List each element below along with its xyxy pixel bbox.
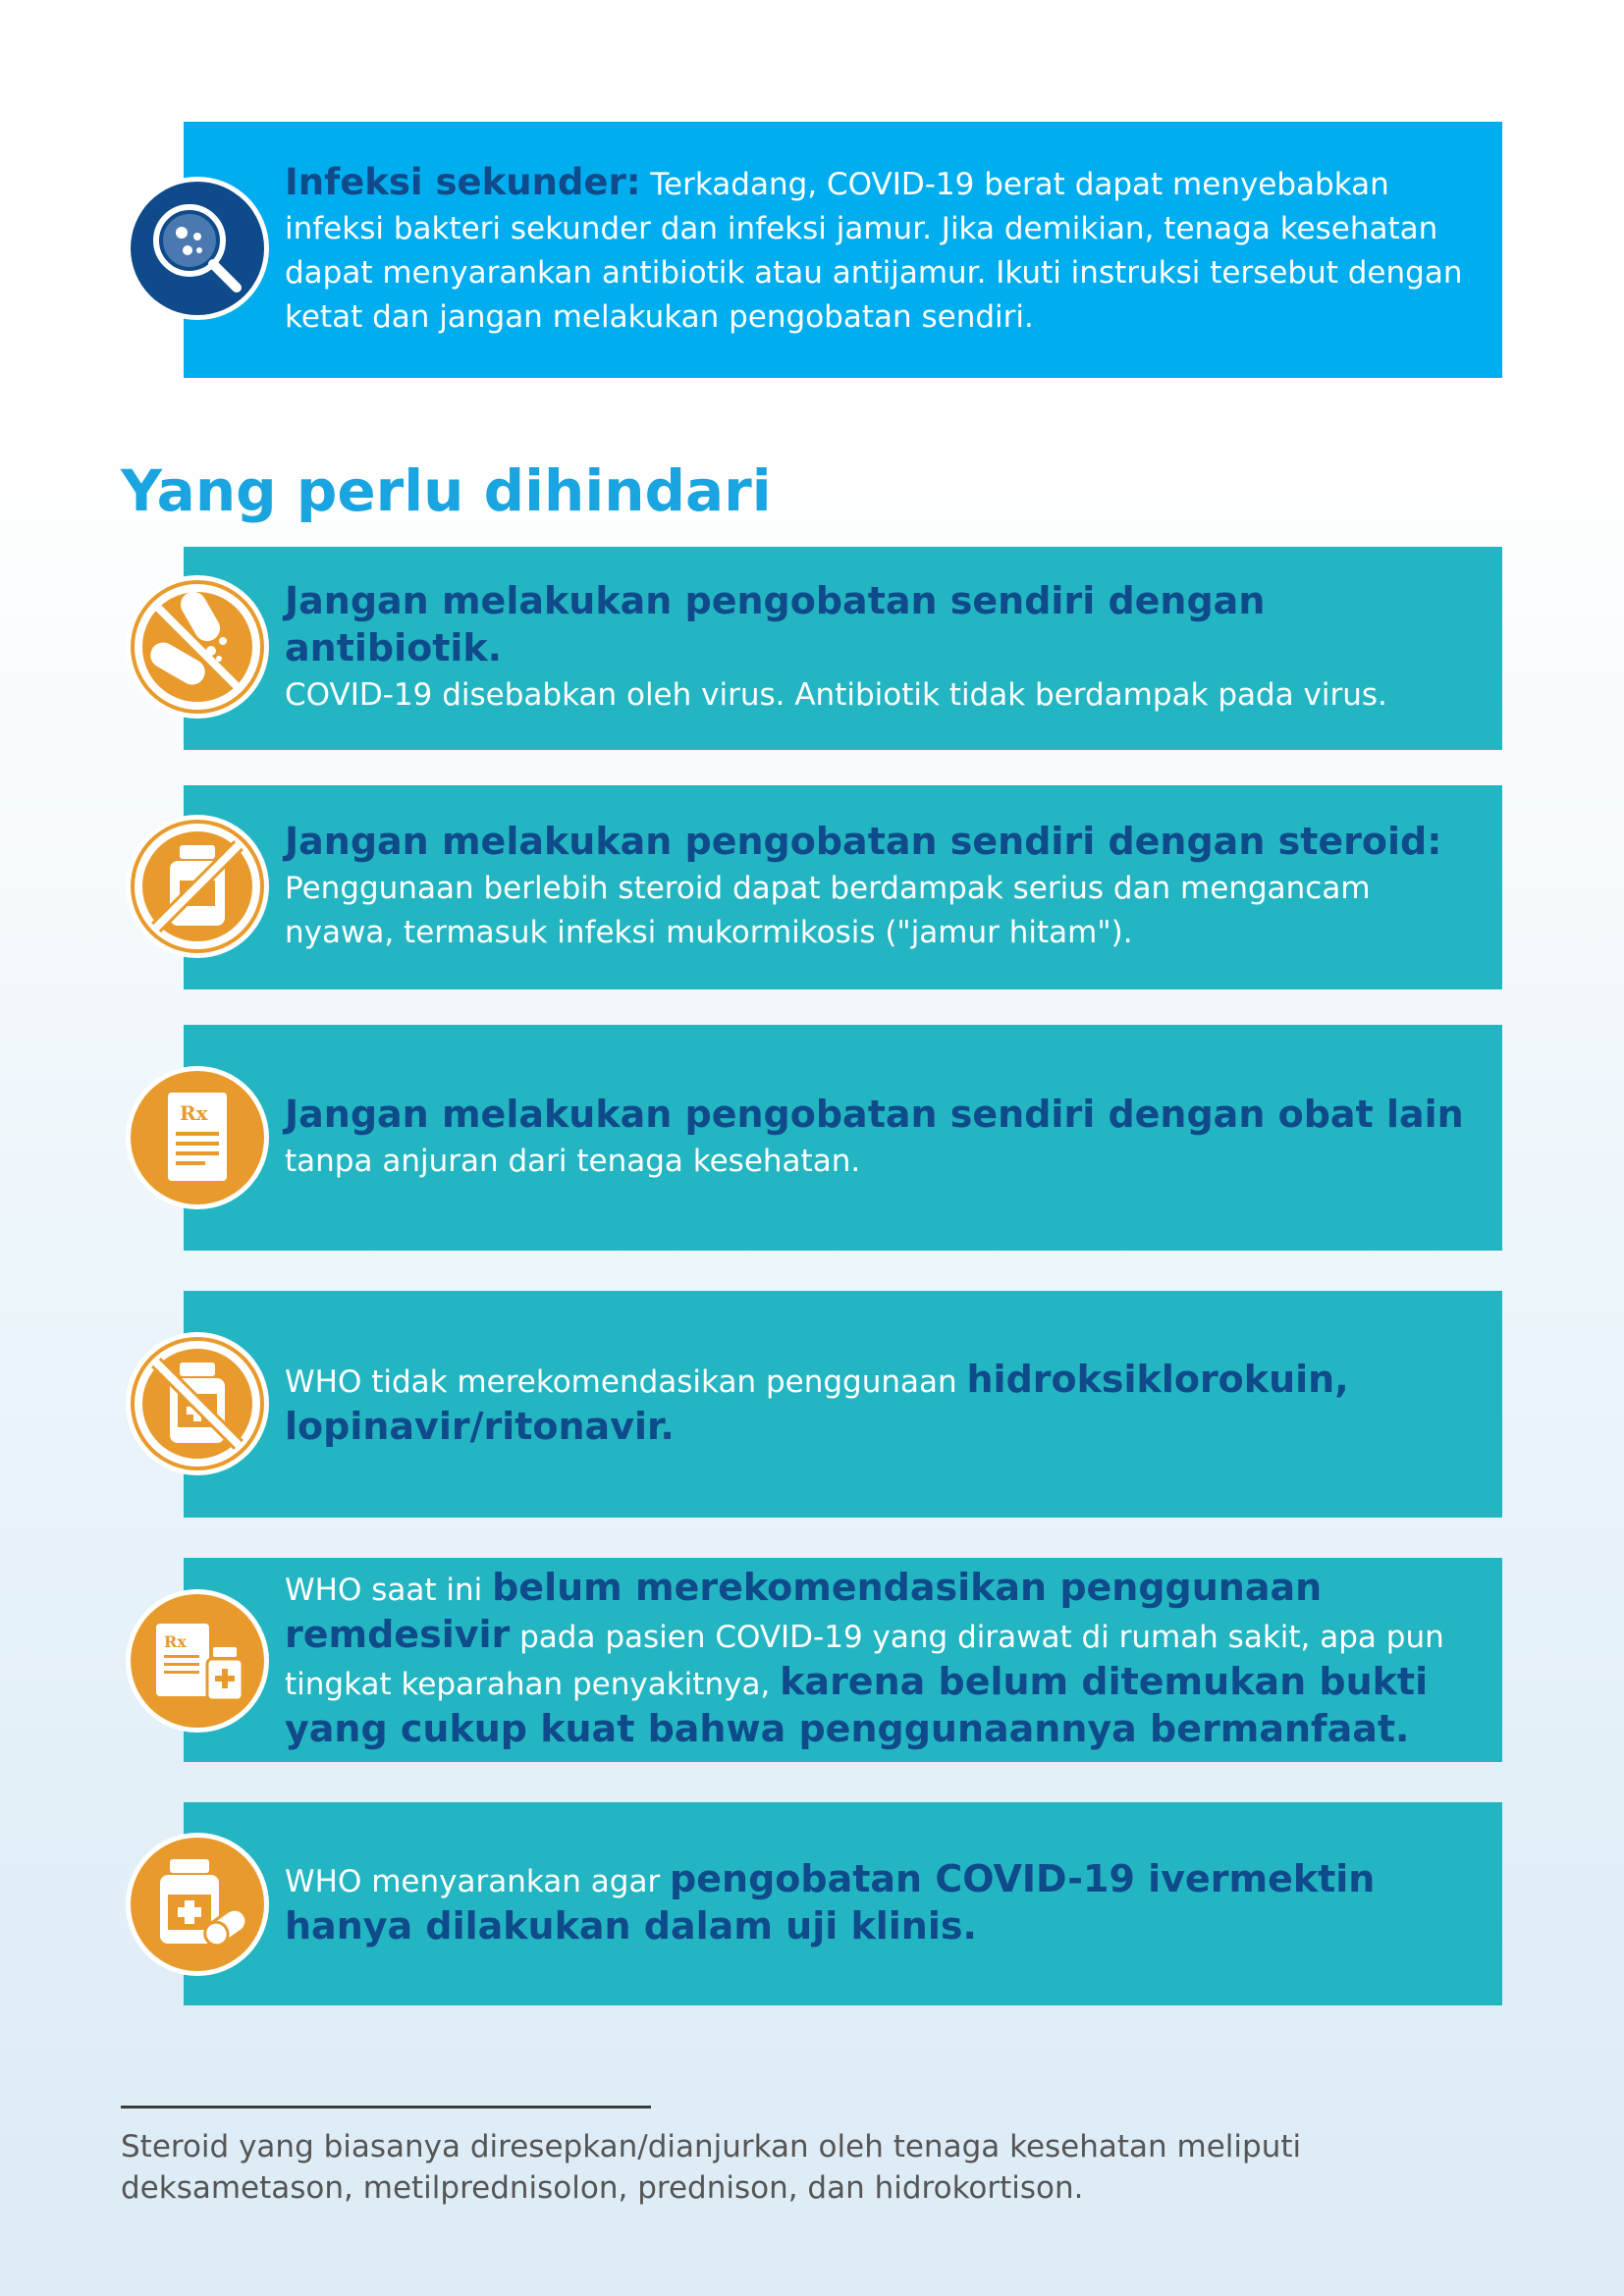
medicine-bottle-capsule-icon xyxy=(126,1833,269,1976)
avoid-item-remdesivir: WHO saat ini belum merekomendasikan penggunaan remdesivir pada pasien COVID-19 yang dirawat di rumah sakit, apa pun tingkat keparahan penyakitnya, karena belum ditemukan bukti yang cukup kuat bahwa penggunaannya bermanfaat. xyxy=(184,1558,1502,1762)
avoid-item-title: Jangan melakukan pengobatan sendiri dengan obat lain xyxy=(285,1092,1464,1136)
avoid-item-title: pengobatan COVID-19 ivermektin hanya dilakukan dalam uji klinis. xyxy=(285,1856,1376,1948)
avoid-item-other-medicine xyxy=(184,1025,1502,1251)
footnote-divider xyxy=(121,2106,651,2109)
secondary-infection-text: Infeksi sekunder: Terkadang, COVID-19 berat dapat menyebabkan infeksi bakteri sekunder dan infeksi jamur. Jika demikian, tenaga kesehatan dapat menyarankan antibiotik atau antijamur. Ikuti instruksi tersebut dengan ketat dan jangan melakukan pengobatan sendiri. xyxy=(285,161,1463,335)
prescription-bottle-icon xyxy=(126,1589,269,1733)
prescription-icon xyxy=(126,1066,269,1209)
avoid-item-text: tanpa anjuran dari tenaga kesehatan. xyxy=(285,1143,861,1179)
avoid-item-text: WHO menyarankan agar xyxy=(285,1863,671,1899)
section-heading: Yang perlu dihindari xyxy=(121,457,772,524)
no-medicine-bottle-icon xyxy=(126,1332,269,1475)
footnote: Steroid yang biasanya diresepkan/dianjurkan oleh tenaga kesehatan meliputi deksametason, metilprednisolon, prednison, dan hidrokortison. xyxy=(121,2129,1302,2206)
avoid-item-title: Jangan melakukan pengobatan sendiri dengan antibiotik. xyxy=(285,579,1266,669)
avoid-item-title: hidroksiklorokuin, lopinavir/ritonavir. xyxy=(285,1357,1349,1448)
avoid-item-hydroxychloroquine xyxy=(184,1291,1502,1518)
avoid-item-steroid xyxy=(184,785,1502,989)
avoid-item-ivermectin xyxy=(184,1802,1502,2005)
bacteria-magnifier-icon xyxy=(126,177,269,320)
no-steroid-bottle-icon xyxy=(126,815,269,958)
secondary-infection-card xyxy=(184,122,1502,378)
secondary-infection-title: Infeksi sekunder: xyxy=(285,161,641,203)
avoid-item-antibiotics xyxy=(184,547,1502,750)
svg-text:Rx: Rx xyxy=(180,1101,208,1125)
avoid-item-text: WHO tidak merekomendasikan penggunaan xyxy=(285,1363,967,1400)
avoid-item-text: Penggunaan berlebih steroid dapat berdampak serius dan mengancam nyawa, termasuk infeksi mukormikosis ("jamur hitam"). xyxy=(285,871,1371,950)
no-pills-icon xyxy=(126,575,269,719)
avoid-item-title: Jangan melakukan pengobatan sendiri dengan steroid: xyxy=(285,820,1442,863)
avoid-item-text: COVID-19 disebabkan oleh virus. Antibiotik tidak berdampak pada virus. xyxy=(285,677,1387,713)
svg-text:Rx: Rx xyxy=(164,1632,187,1651)
